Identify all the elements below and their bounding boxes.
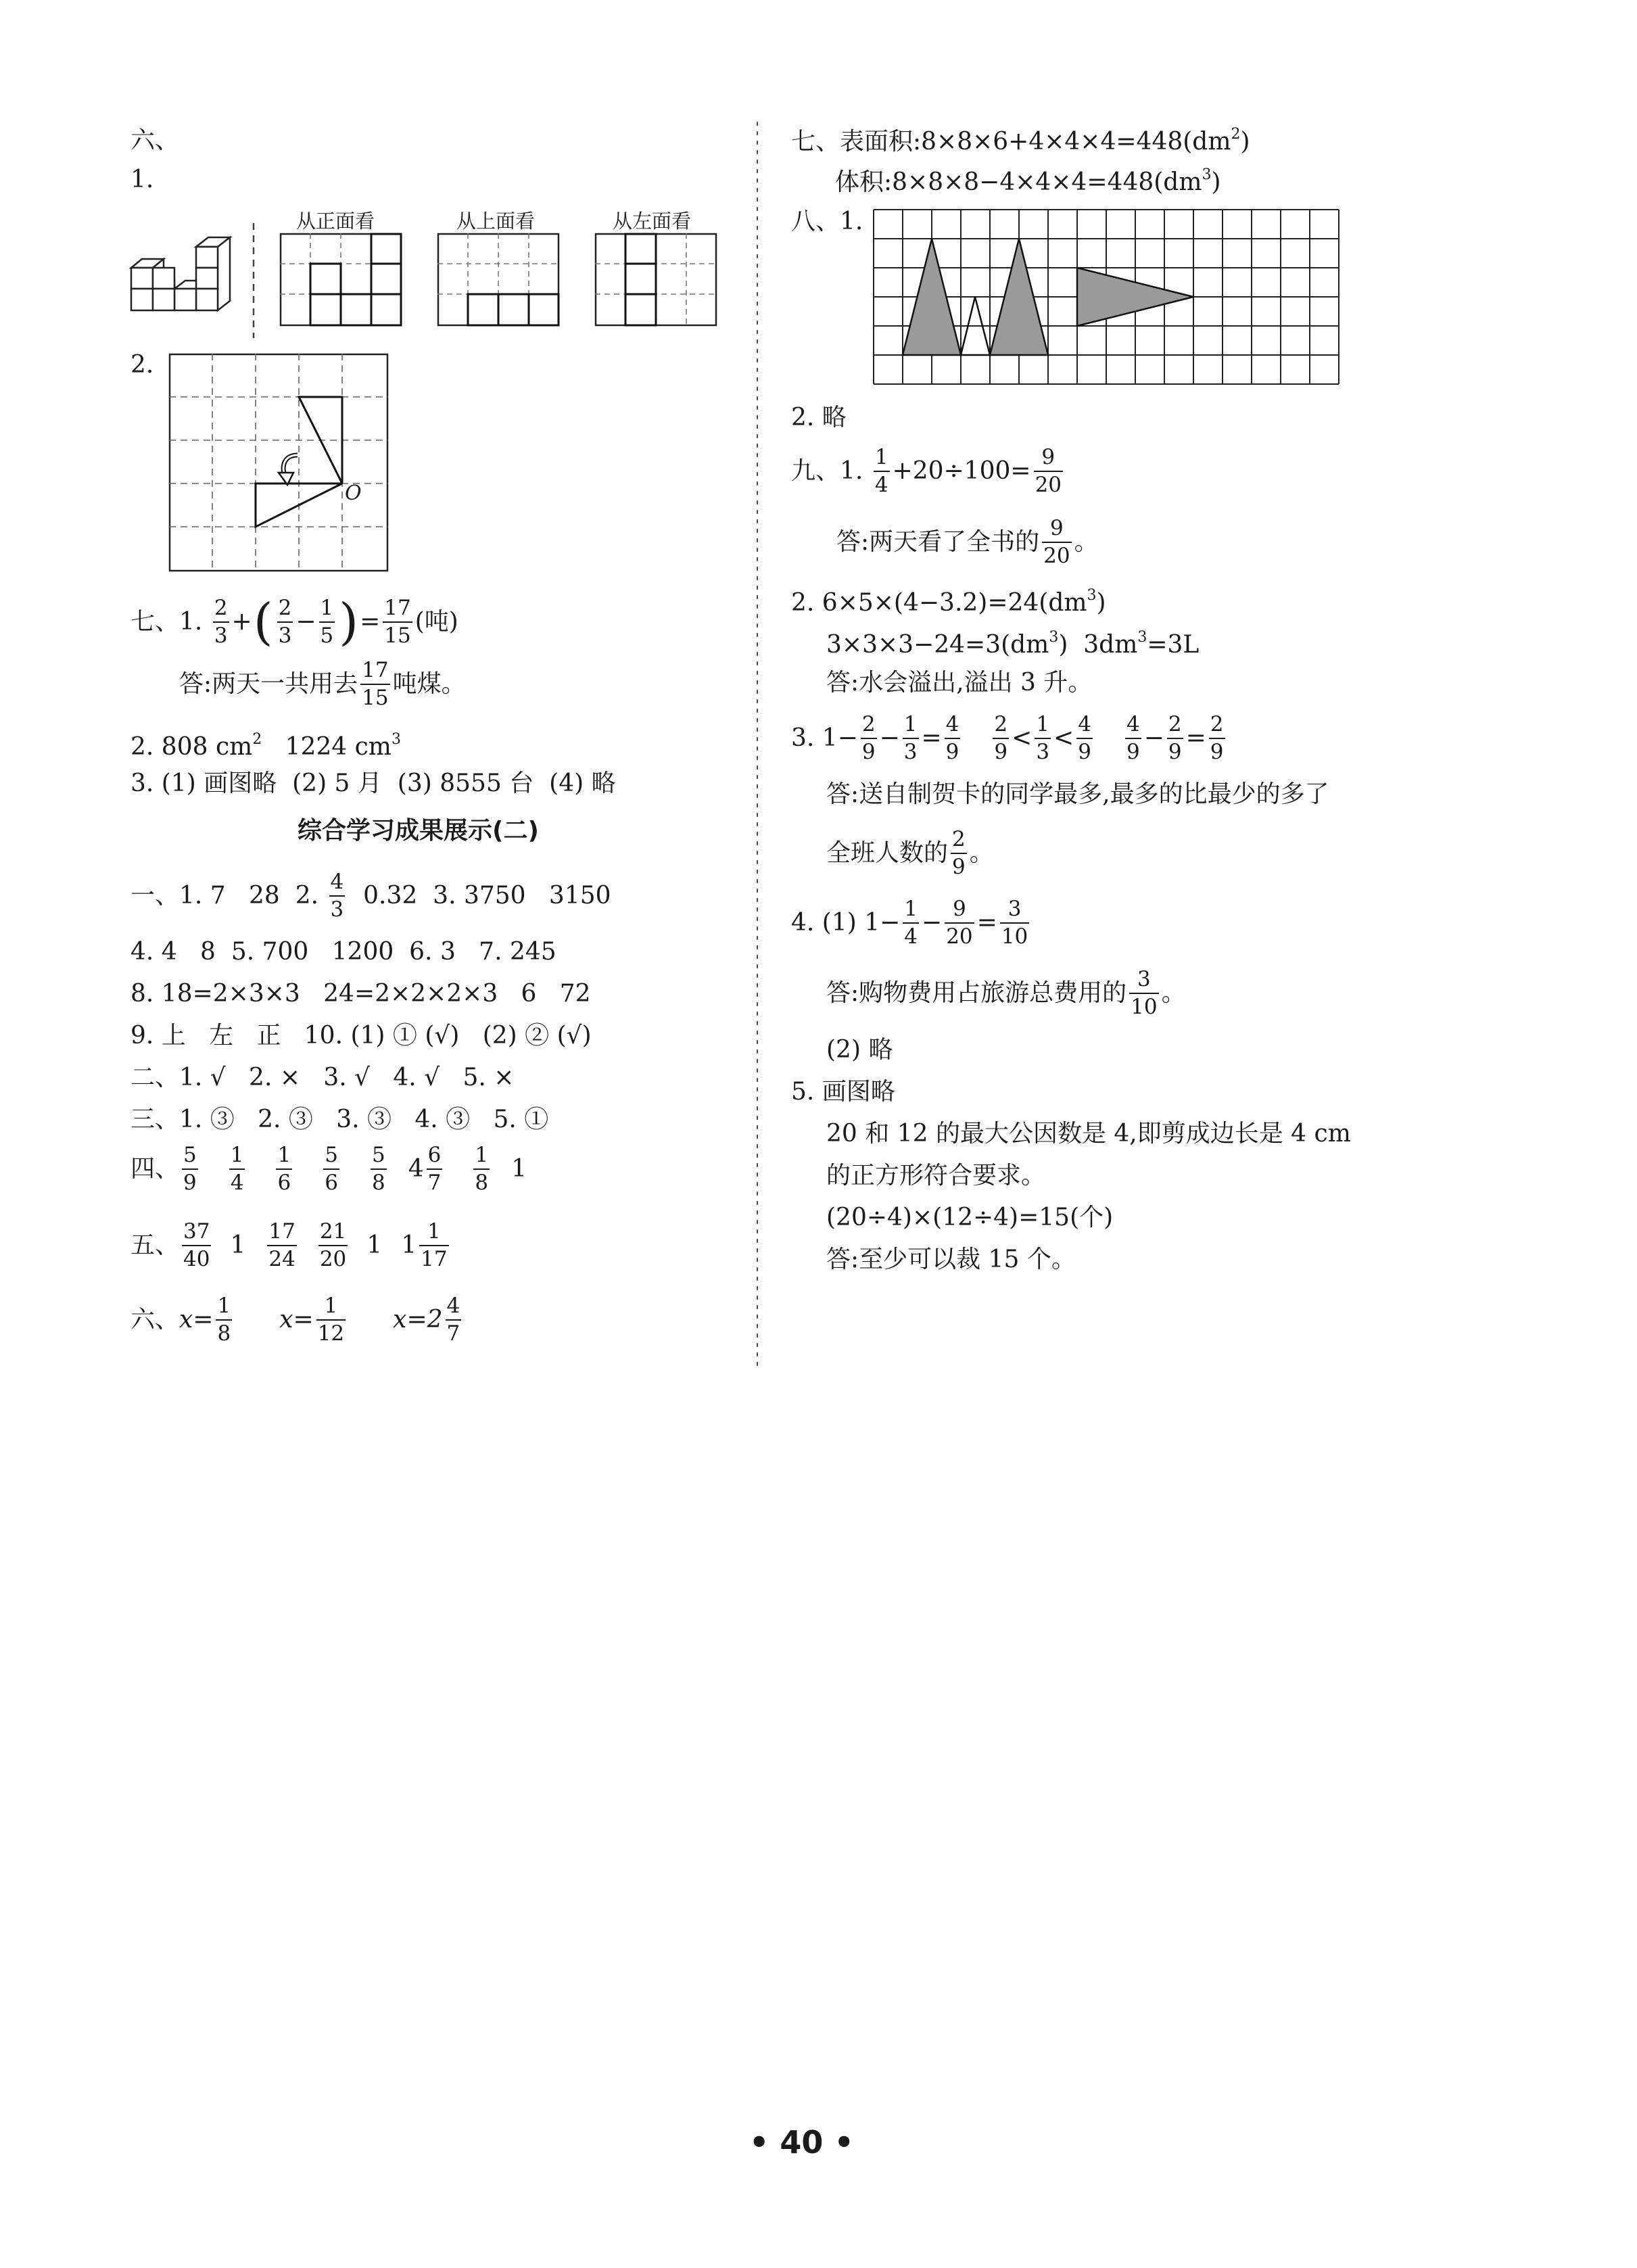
q5-answer: 答:至少可以裁 15 个。 [826,1246,1076,1273]
cube-side [218,237,230,310]
q4-answer: 答:购物费用占旅游总费用的 3 10 。 [826,967,1186,1019]
view-top-label: 从上面看 [456,210,536,233]
view-front-grid [280,233,402,326]
q7-surface: 七、表面积$:8\times 8\times 6+4\times 4\times 4=448(dm^2)$ [791,126,1250,156]
q7-volume: 体积$:8\times 8\times 8-4\times 4\times 4=448(dm^3)$ [835,166,1221,196]
s7-q3: 3. (1) 画图略 (2) 5 月 (3) 8555 台 (4) 略 [131,770,616,797]
z-line-4: 4. 4 8 5. 700 1200 6. 3 7. 245 [131,938,556,966]
page-number: • 40 • [749,2124,854,2160]
z-line-9: 9. 上 左 正 10. (1) ① (√) (2) ② (√) [131,1022,592,1049]
z-line-si: 四、 5 9 1 4 1 6 5 6 5 8 4 6 7 1 8 1 [131,1143,527,1195]
view-top-grid [437,233,559,326]
q2-line-2: $3\times 3\times 3-24=3(dm^3)$ $3dm^3=3L$ [826,629,1200,659]
q9-answer: 答:两天看了全书的 9 20 。 [836,516,1099,568]
q2-label: 2. [131,351,154,379]
q3-answer-1: 答:送自制贺卡的同学最多,最多的比最少的多了 [826,780,1329,808]
z-line-er: 二、1. √ 2. × 3. √ 4. √ 5. × [131,1064,515,1091]
s7-q1-line: 七、1. 2 3 + ( 2 3 − $\frac{1}{5}$ ) = $\frac{17}{15}$ (吨) [131,593,458,651]
view-left-label: 从左面看 [613,210,692,233]
z-line-liu: 六、 x= $\frac{1}{8}$ x= $\frac{1}{12}$ x=2 4 7 [131,1294,460,1346]
z-line-8: 8. 18=2×3×3 24=2×2×2×3 6 72 [131,980,591,1008]
q5-line-3: 的正方形符合要求。 [826,1162,1046,1189]
section-6-label: 六、 [131,126,180,154]
q1-label: 1. [131,166,154,193]
cube-face [153,289,174,310]
section-title: 综合学习成果展示(二) [298,817,539,845]
view-left-grid [595,233,717,326]
rotation-point-label: O [345,481,362,505]
q3-answer-2: 全班人数的 2 9 。 [826,827,994,879]
q9-line: 九、1. 1 4 +20÷100= $\frac{9}{20}$ [791,445,1062,497]
s7-q2: 2. 808 $cm^2$ 1224 $cm^3$ [131,731,401,761]
q4-2: (2) 略 [826,1036,893,1064]
q5-line-2: 20 和 12 的最大公因数是 4,即剪成边长是 4 cm [826,1120,1351,1148]
q2-line-1: 2. $6\times 5\times(4-3.2)=24(dm^3)$ [791,587,1106,617]
q8-2: 2. 略 [791,404,847,431]
view-front-label: 从正面看 [296,210,375,233]
q5-line-1: 5. 画图略 [791,1078,895,1106]
z-line-wu: 五、 37 40 1 17 24 21 20 1 1 1 17 [131,1219,448,1271]
cube-face [131,268,153,289]
cube-face [153,268,174,289]
column-divider [755,122,759,1366]
separator-dashed [250,223,257,338]
cube-face [196,247,218,268]
z-line-san: 三、1. ③ 2. ③ 3. ③ 4. ③ 5. ① [131,1106,549,1133]
cube-face [196,268,218,289]
cube-face [174,289,196,310]
cube-face [131,289,153,310]
q3-line: 3. 1− $\frac{2}{9}$ − $\frac{1}{3}$ = $\frac{4}{9}$ 2 9 < 1 3 < 4 9 4 9 − $\frac{2}{9}$ = $\frac{2}{9}$ [791,712,1224,764]
q2-answer: 答:水会溢出,溢出 3 升。 [826,669,1093,696]
triangle-grid-figure [874,210,1344,384]
cube-top [174,281,196,289]
q8-label: 八、1. [791,208,863,235]
cube-stack-figure [128,227,250,335]
cube-face [196,289,218,310]
s7-q1-answer: 答:两天一共用去 17 15 吨煤。 [179,658,466,710]
z-line-1: 一、1. 7 28 2. 4 3 0.32 3. 3750 3150 [131,870,611,922]
q5-line-4: (20÷4)×(12÷4)=15(个) [826,1204,1114,1231]
q4-line: 4. (1) 1− $\frac{1}{4}$ − $\frac{9}{20}$ = $\frac{3}{10}$ [791,897,1028,949]
rotation-grid-figure [169,354,388,571]
